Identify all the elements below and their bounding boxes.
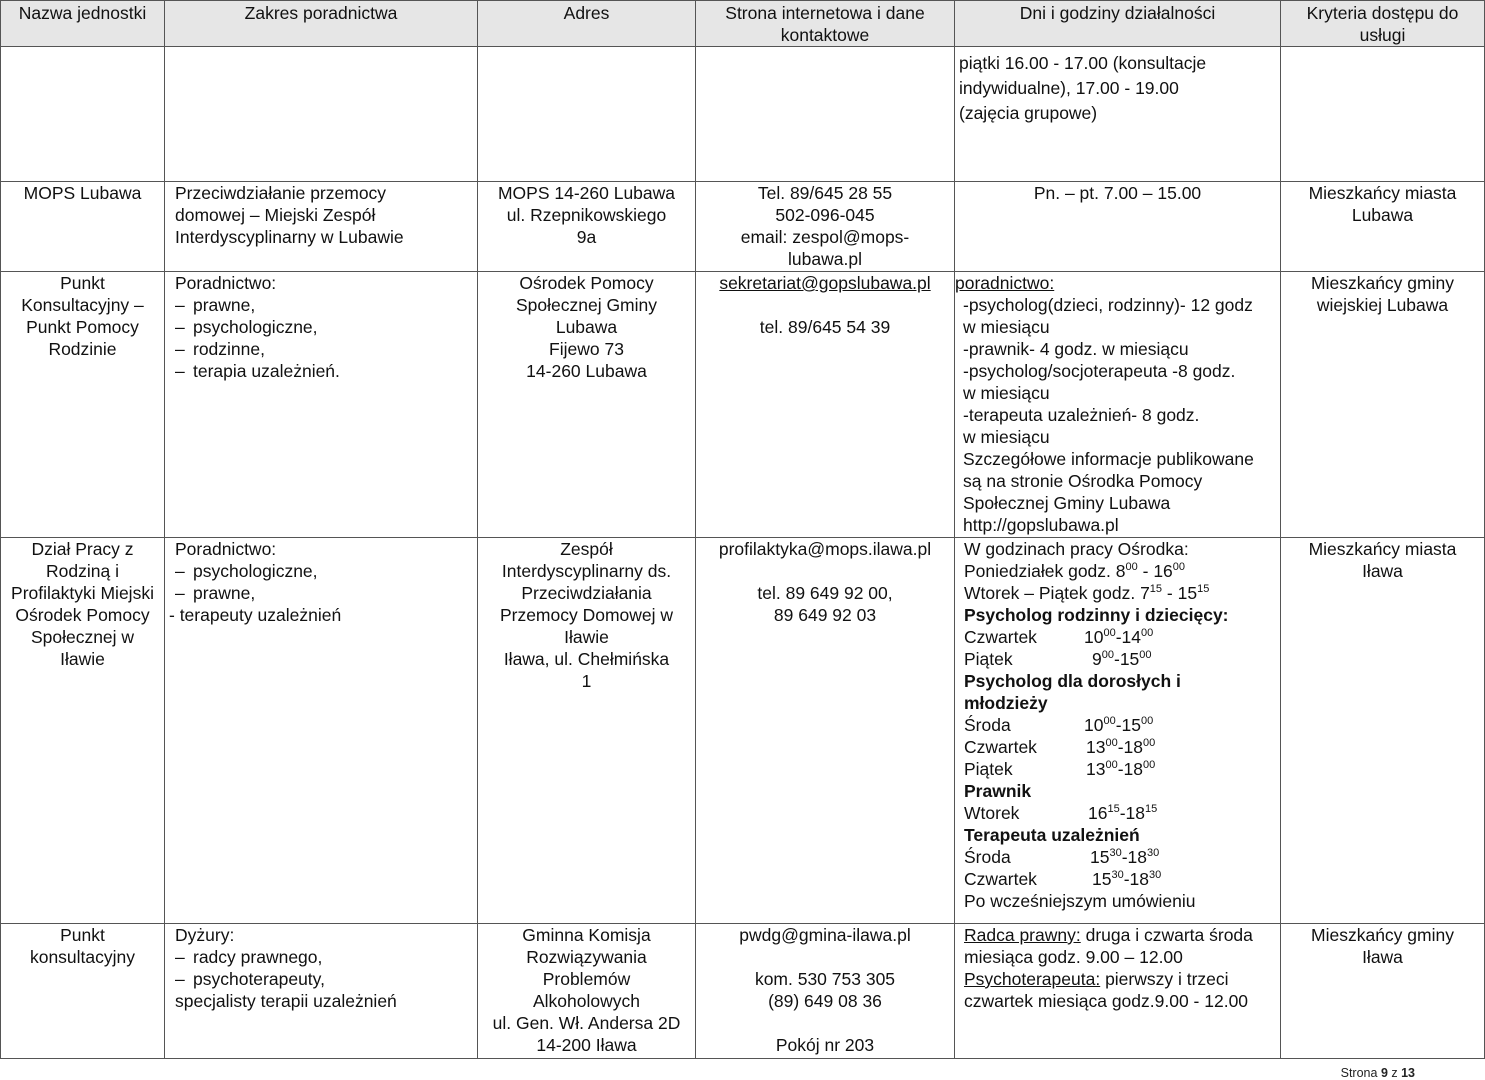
scope-item: specjalisty terapii uzależnień [175,991,397,1011]
cell-name: Punkt konsultacyjny [1,924,165,1059]
scope-item: – psychologiczne, [175,561,318,581]
address-line: Lubawa [555,317,618,337]
cell-hours [955,538,1281,924]
cell-scope [165,47,478,182]
cell-criteria: Mieszkańcy gminy Iława [1281,924,1485,1059]
hours-item-cont: miesiąca godz. 9.00 – 12.00 [964,947,1183,967]
cell-contact [696,538,955,924]
hours-item: Radca prawny: druga i czwarta środa [964,925,1253,945]
scope-item: – psychoterapeuty, [175,969,325,989]
scope-item: – radcy prawnego, [175,947,323,967]
address-line: MOPS 14-260 Lubawa [497,183,676,203]
address-line: Alkoholowych [533,991,640,1011]
cell-address [478,182,696,272]
address-line: Ośrodek Pomocy [519,273,654,293]
table-row [1,182,1485,272]
address-line: 14-260 Lubawa [526,361,647,381]
cell-criteria [1281,47,1485,182]
contact-phone: 89 649 92 03 [773,605,877,625]
cell-criteria: Mieszkańcy miasta Lubawa [1281,182,1485,272]
dash-bullet-icon: – [175,339,185,359]
scope-item: – rodzinne, [175,339,265,359]
table-header-row [1,1,1485,47]
address-line: Przeciwdziałania [521,583,652,603]
dash-bullet-icon: – [175,969,185,989]
cell-scope [165,924,478,1059]
dash-bullet-icon: – [175,947,185,967]
header-contact: Strona internetowa i dane kontaktowe [696,1,955,47]
address-line: Przemocy Domowej w [499,605,674,625]
address-line: ul. Rzepnikowskiego [506,205,667,225]
hours-line: piątki 16.00 - 17.00 (konsultacje [959,53,1207,73]
schedule-slot: Wtorek $16^{15}-18^{15}$ [964,803,1158,823]
schedule-slot: Środa $15^{30}-18^{30}$ [964,847,1160,867]
schedule-slot: Czwartek $15^{30}-18^{30}$ [964,869,1162,889]
table-row [1,272,1485,538]
scope-item: – prawne, [175,295,256,315]
hours-line: -psycholog/socjoterapeuta -8 godz. [963,361,1236,381]
hours-line: Szczegółowe informacje publikowane [963,449,1254,469]
scope-title: Poradnictwo: [175,273,277,293]
cell-name: MOPS Lubawa [1,182,165,272]
schedule-slot: Środa $10^{00}-15^{00}$ [964,715,1154,735]
contact-phone: tel. 89/645 54 39 [759,317,891,337]
schedule-slot: Czwartek $10^{00}-14^{00}$ [964,627,1154,647]
group-title: Psycholog rodzinny i dziecięcy: [964,605,1229,625]
hours-line: w miesiącu [963,427,1050,447]
contact-email-cont[interactable]: lubawa.pl [788,249,862,269]
scope-title: Dyżury: [175,925,235,945]
hours-line: w miesiącu [963,317,1050,337]
hours-line: -terapeuta uzależnień- 8 godz. [963,405,1200,425]
hours-line: (zajęcia grupowe) [959,103,1098,123]
header-scope: Zakres poradnictwa [165,1,478,47]
cell-contact [696,272,955,538]
cell-address [478,272,696,538]
table-row-continued [1,47,1485,182]
cell-criteria: Mieszkańcy miasta Iława [1281,538,1485,924]
cell-hours [955,924,1281,1059]
hours-note: Po wcześniejszym umówieniu [964,891,1196,911]
header-address: Adres [478,1,696,47]
dash-bullet-icon: – [175,361,185,381]
contact-room: Pokój nr 203 [775,1035,875,1055]
address-line: 9a [576,227,597,247]
contact-phone: tel. 89 649 92 00, [757,583,893,603]
contact-email-link[interactable]: sekretariat@gopslubawa.pl [719,273,931,293]
dash-bullet-icon: – [175,295,185,315]
cell-address [478,538,696,924]
cell-name [1,47,165,182]
address-line: 14-200 Iława [536,1035,637,1055]
address-line: Społecznej Gminy [515,295,658,315]
scope-item: – psychologiczne, [175,317,318,337]
website-link[interactable]: http://gopslubawa.pl [963,515,1119,535]
hours-title: poradnictwo: [955,273,1055,293]
contact-phone: Tel. 89/645 28 55 [757,183,893,203]
group-title: Terapeuta uzależnień [964,825,1140,845]
group-title: Psycholog dla dorosłych i [964,671,1181,691]
cell-address [478,924,696,1059]
contact-phone: (89) 649 08 36 [768,991,882,1011]
contact-email[interactable]: email: zespol@mops- [740,227,910,247]
dash-bullet-icon: – [175,561,185,581]
header-hours: Dni i godziny działalności [955,1,1281,47]
header-unit-name: Nazwa jednostki [1,1,165,47]
contact-mobile: 502-096-045 [775,205,875,225]
cell-hours: Pn. – pt. 7.00 – 15.00 [955,182,1281,272]
cell-scope [165,538,478,924]
cell-criteria: Mieszkańcy gminy wiejskiej Lubawa [1281,272,1485,538]
address-line: Rozwiązywania [526,947,647,967]
contact-phone: kom. 530 753 305 [754,969,896,989]
hours-line: są na stronie Ośrodka Pomocy [963,471,1203,491]
cell-name: Dział Pracy z Rodziną i Profilaktyki Miejski Ośrodek Pomocy Społecznej w Iławie [1,538,165,924]
address-line: Iławie [564,627,609,647]
cell-address [478,47,696,182]
hours-line: -prawnik- 4 godz. w miesiącu [963,339,1189,359]
cell-hours [955,272,1281,538]
cell-contact [696,924,955,1059]
dash-bullet-icon: – [175,583,185,603]
hours-item: Psychoterapeuta: pierwszy i trzeci [964,969,1229,989]
scope-item: – prawne, [175,583,256,603]
address-line: Gminna Komisja [522,925,651,945]
hours-intro: W godzinach pracy Ośrodka: [964,539,1189,559]
page-number: Strona 9 z 13 [1340,1066,1415,1080]
hours-line: indywidualne), 17.00 - 19.00 [959,78,1179,98]
hours-general: Poniedziałek godz. $8^{00} - 16^{00}$ [964,561,1186,581]
address-line: 1 [581,671,592,691]
table-row [1,538,1485,924]
contact-email-link[interactable]: profilaktyka@mops.ilawa.pl [718,539,932,559]
address-line: Problemów [542,969,631,989]
cell-scope [165,272,478,538]
header-criteria: Kryteria dostępu do usługi [1281,1,1485,47]
group-title-cont: młodzieży [964,693,1048,713]
cell-hours [955,47,1281,182]
cell-contact [696,182,955,272]
contact-email-link[interactable]: pwdg@gmina-ilawa.pl [739,925,911,945]
address-line: Fijewo 73 [549,339,624,359]
scope-item: – terapia uzależnień. [175,361,340,381]
cell-scope: Przeciwdziałanie przemocy domowej – Miejski Zespół Interdyscyplinarny w Lubawie [165,182,478,272]
schedule-slot: Czwartek $13^{00}-18^{00}$ [964,737,1156,757]
address-line: ul. Gen. Wł. Andersa 2D [492,1013,681,1033]
hours-general: Wtorek – Piątek godz. $7^{15} - 15^{15}$ [964,583,1210,603]
address-line: Interdyscyplinarny ds. [501,561,672,581]
address-line: Iława, ul. Chełmińska [503,649,670,669]
schedule-slot: Piątek $9^{00}-15^{00}$ [964,649,1152,669]
hours-item-cont: czwartek miesiąca godz.9.00 - 12.00 [964,991,1249,1011]
table-row [1,924,1485,1059]
schedule-slot: Piątek $13^{00}-18^{00}$ [964,759,1156,779]
cell-name: Punkt Konsultacyjny – Punkt Pomocy Rodzinie [1,272,165,538]
address-line: Zespół [560,539,613,559]
dash-bullet-icon: – [175,317,185,337]
cell-contact [696,47,955,182]
scope-item: - terapeuty uzależnień [169,605,342,625]
hours-line: w miesiącu [963,383,1050,403]
hours-line: Społecznej Gminy Lubawa [963,493,1171,513]
group-title: Prawnik [964,781,1032,801]
hours-line: -psycholog(dzieci, rodzinny)- 12 godz [963,295,1253,315]
scope-title: Poradnictwo: [175,539,277,559]
